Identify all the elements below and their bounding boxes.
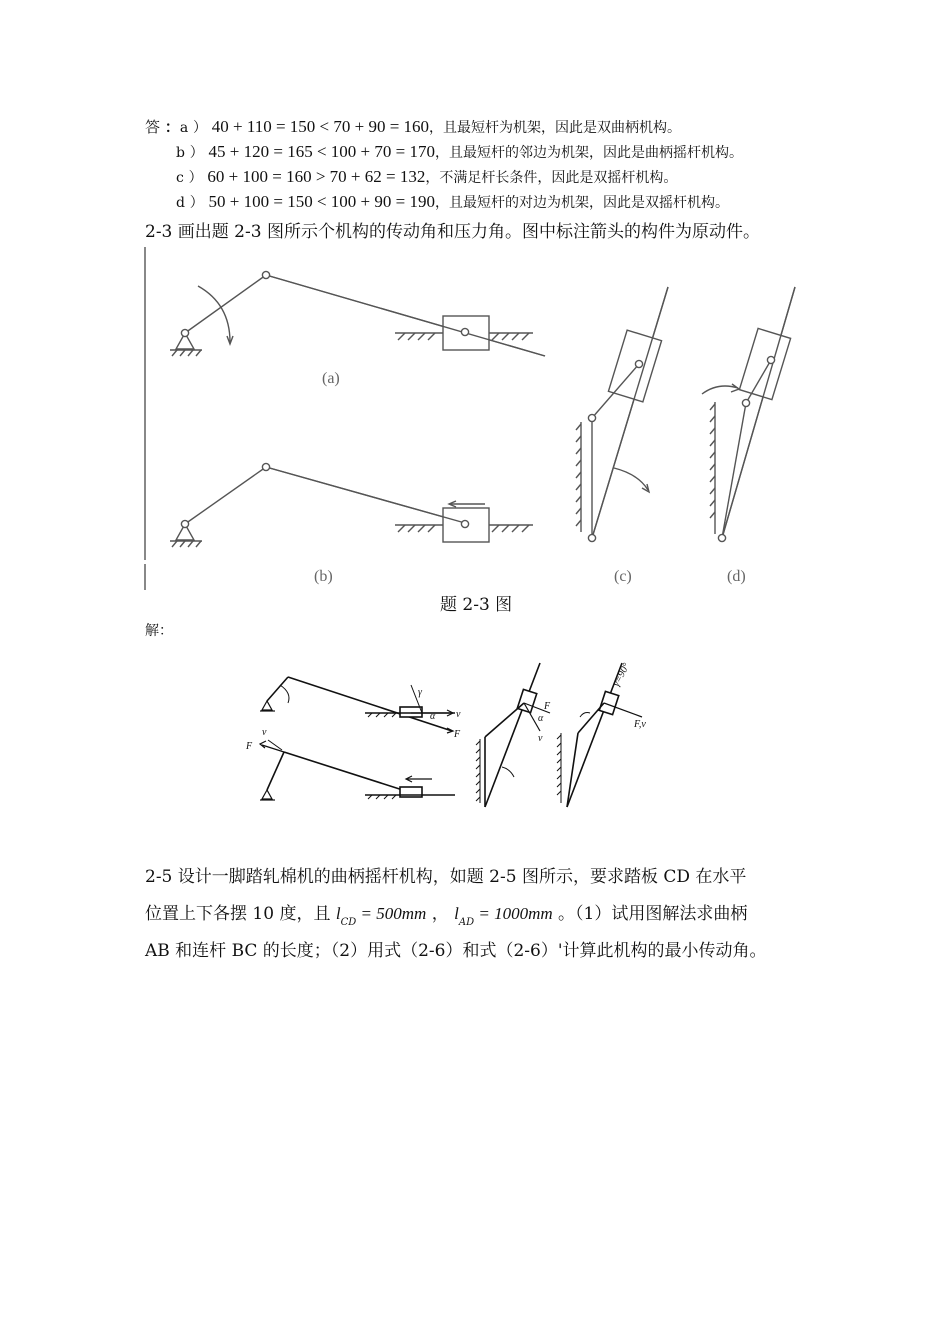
mechanism-b [170, 463, 533, 547]
separator: ， [426, 904, 449, 924]
answer-paren-b: ） [189, 145, 204, 161]
solution-figure [240, 655, 660, 815]
value-cd: = 500mm [356, 904, 427, 923]
answer-line-a [145, 116, 681, 137]
answer-line-c [176, 167, 677, 187]
label-v-1: v [456, 709, 461, 720]
answer-paren-c: ） [188, 170, 203, 186]
answer-equation-b: 45 + 120 = 165 < 100 + 70 = 170 [208, 142, 435, 161]
answer-label: 答 [145, 118, 161, 136]
answer-equation-a: 40 + 110 = 150 < 70 + 90 = 160 [211, 117, 430, 136]
sub-ad: AD [458, 917, 475, 928]
solution-label: 解： [145, 623, 173, 639]
label-Fv: F,v [634, 719, 646, 730]
problem-2-5-line-2a: 位置上下各摆 10 度，且 [145, 904, 331, 924]
problem-2-5-line-3: AB 和连杆 BC 的长度；（2）用式（2-6）和式（2-6）'计算此机构的最小传动角。 [145, 941, 767, 961]
value-ad: = 1000mm [474, 904, 553, 923]
label-gamma-1: γ [418, 687, 422, 698]
var-l-ad: l [454, 904, 459, 923]
answer-paren-a: ） [192, 120, 207, 136]
mechanism-d [702, 287, 795, 542]
label-a: (a) [322, 370, 340, 387]
mechanism-a [170, 271, 545, 356]
answer-key-c: c [176, 170, 184, 186]
answer-key-b: b [176, 145, 185, 161]
problem-2-5-line-2 [145, 899, 747, 928]
figure-2-3 [140, 242, 820, 592]
solution-mechanism-a [260, 677, 455, 733]
mechanism-c [576, 287, 668, 542]
solution-mechanism-b [260, 740, 455, 800]
label-v-2: v [262, 727, 267, 738]
label-F-3: F [544, 701, 551, 712]
label-v-3: v [538, 733, 543, 744]
answer-key-a: a [179, 120, 189, 136]
problem-2-5-line-1: 2-5 设计一脚踏轧棉机的曲柄摇杆机构，如题 2-5 图所示，要求踏板 CD 在水平 [145, 867, 747, 887]
answer-comment-d: ，且最短杆的对边为机架，因此是双摇杆机构。 [434, 195, 729, 211]
label-F-1: F [454, 729, 461, 740]
var-l-cd: l [335, 904, 341, 923]
solution-mechanism-d [557, 663, 642, 807]
answer-equation-d: 50 + 100 = 150 < 100 + 90 = 190 [208, 192, 435, 211]
answer-line-d [176, 192, 729, 212]
answer-colon: ： [164, 118, 180, 136]
answer-comment-a: ，且最短杆为机架，因此是双曲柄机构。 [429, 120, 682, 136]
label-alpha-1: α [430, 711, 436, 722]
problem-2-5-line-2b: 。（1）试用图解法求曲柄 [552, 904, 748, 924]
label-gamma90: γ=90° [610, 661, 633, 689]
answer-comment-c: ，不满足杆长条件，因此是双摇杆机构。 [425, 170, 678, 186]
answer-key-d: d [176, 195, 185, 211]
answer-line-b [176, 142, 743, 162]
label-b: (b) [314, 568, 333, 585]
answer-paren-d: ） [189, 195, 204, 211]
label-F-2: F [246, 741, 253, 752]
answer-comment-b: ，且最短杆的邻边为机架，因此是曲柄摇杆机构。 [434, 145, 743, 161]
label-d: (d) [727, 568, 746, 585]
problem-2-3-text: 2-3 画出题 2-3 图所示个机构的传动角和压力角。图中标注箭头的构件为原动件。 [145, 222, 760, 242]
label-c: (c) [614, 568, 632, 585]
answer-equation-c: 60 + 100 = 160 > 70 + 62 = 132 [207, 167, 426, 186]
figure-caption: 题 2-3 图 [440, 595, 513, 615]
label-alpha-3: α [538, 713, 544, 724]
sub-cd: CD [340, 917, 357, 928]
